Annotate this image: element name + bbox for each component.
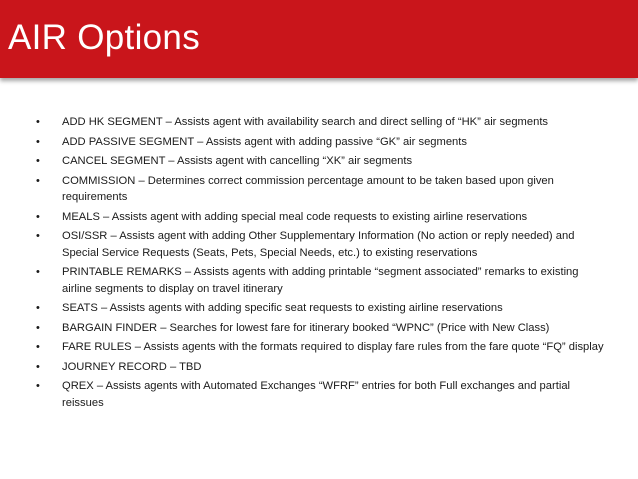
list-item — [36, 114, 611, 131]
slide-title: AIR Options — [8, 18, 200, 57]
list-item-text: FARE RULES – Assists agents with the formats required to display fare rules from the fare quote “FQ” display — [62, 341, 604, 353]
list-item — [36, 134, 611, 151]
list-item — [36, 359, 611, 376]
list-item — [36, 228, 611, 261]
list-item-text: QREX – Assists agents with Automated Exchanges “WFRF” entries for both Full exchanges and partial reissues — [62, 380, 571, 409]
list-item — [36, 153, 611, 170]
list-item-text: OSI/SSR – Assists agent with adding Other Supplementary Information (No action or reply needed) and Special Service Requests (Seats, Pets, Special Needs, etc.) to existing reservations — [62, 230, 575, 259]
list-item-text: ADD HK SEGMENT – Assists agent with availability search and direct selling of “HK” air segments — [62, 116, 549, 128]
bullet-mark: • — [36, 360, 40, 373]
bullet-mark: • — [36, 380, 40, 392]
list-item — [36, 300, 611, 317]
list-item — [36, 173, 611, 206]
list-item — [36, 264, 611, 297]
list-item — [36, 378, 611, 411]
bullet-mark: • — [36, 230, 40, 242]
list-item-text: JOURNEY RECORD – TBD — [62, 360, 202, 373]
list-item-text: COMMISSION – Determines correct commission percentage amount to be taken based upon given requirements — [62, 174, 554, 203]
list-item — [36, 320, 611, 337]
bullet-mark: • — [36, 155, 40, 167]
bullet-mark: • — [36, 135, 40, 148]
list-item-text: CANCEL SEGMENT – Assists agent with cancelling “XK” air segments — [62, 155, 413, 167]
list-item — [36, 209, 611, 226]
list-item-text: SEATS – Assists agents with adding specific seat requests to existing airline reservations — [62, 302, 503, 314]
bullet-mark: • — [36, 302, 40, 314]
bullet-mark: • — [36, 210, 40, 223]
bullet-list — [36, 114, 611, 414]
bullet-mark: • — [36, 174, 40, 187]
title-bar — [0, 0, 638, 78]
list-item-text: ADD PASSIVE SEGMENT – Assists agent with adding passive “GK” air segments — [62, 135, 467, 148]
list-item — [36, 339, 611, 356]
bullet-mark: • — [36, 116, 40, 128]
list-item-text: MEALS – Assists agent with adding special meal code requests to existing airline reservations — [62, 210, 528, 223]
bullet-mark: • — [36, 341, 40, 353]
list-item-text: PRINTABLE REMARKS – Assists agents with adding printable “segment associated” remarks to existing airline segments to display on travel itinerary — [62, 266, 579, 295]
bullet-mark: • — [36, 321, 40, 334]
list-item-text: BARGAIN FINDER – Searches for lowest fare for itinerary booked “WPNC” (Price with New Class) — [62, 321, 550, 334]
bullet-mark: • — [36, 266, 40, 278]
